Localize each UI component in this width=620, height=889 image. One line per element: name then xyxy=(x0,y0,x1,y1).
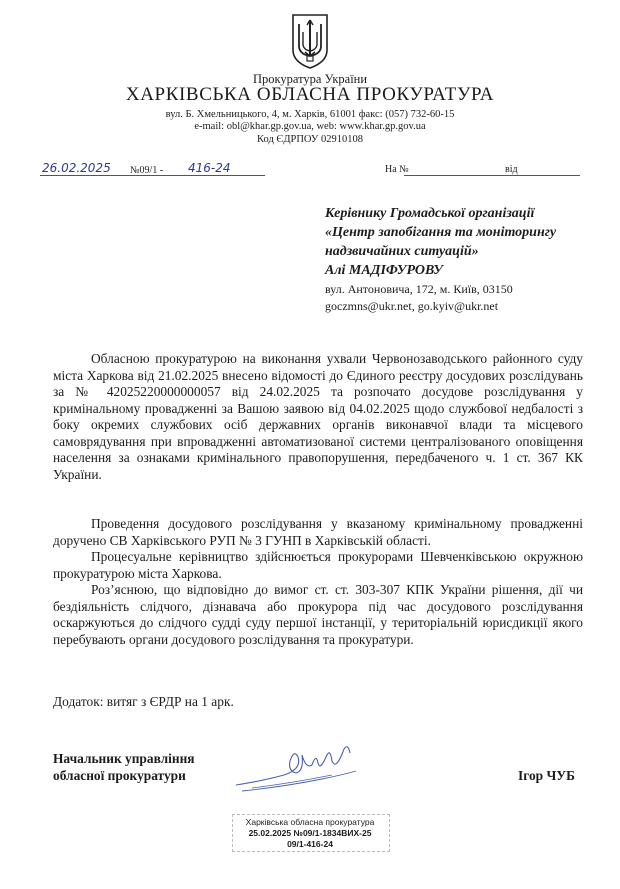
addressee-emails: goczmns@ukr.net, go.kyiv@ukr.net xyxy=(325,299,499,313)
ministry-name: Прокуратура України xyxy=(252,72,368,86)
paragraph-text: Роз’яснюю, що відповідно до вимог ст. ст. 303-307 КПК України рішення, дії чи бездіяльність слідчого, дізнавача або прокурора під час досудового розслідування оскаржуються до слідчого судді суду першої інстанції, у територіальній юрисдикції якого перебувають органи досудового розслідування та прокуратури. xyxy=(53,582,583,647)
signatory-name: Ігор ЧУБ xyxy=(518,768,575,783)
organization-contacts: e-mail: obl@khar.gp.gov.ua, web: www.khar.gp.gov.ua xyxy=(194,121,426,132)
outgoing-number: 416-24 xyxy=(188,161,231,175)
body-paragraph-4 xyxy=(53,582,583,648)
organization-code: Код ЄДРПОУ 02910108 xyxy=(257,134,363,145)
incoming-number-label: На № xyxy=(385,164,409,175)
incoming-date-line xyxy=(518,175,580,176)
stamp-organization: Харківська обласна прокуратура xyxy=(245,817,375,827)
body-paragraph-3 xyxy=(53,549,583,582)
signatory-role: Начальник управління xyxy=(53,751,195,766)
outgoing-underline xyxy=(40,175,265,176)
addressee-street: вул. Антоновича, 172, м. Київ, 03150 xyxy=(325,282,513,296)
incoming-date-label: від xyxy=(505,164,518,175)
addressee-position: Керівнику Громадської організації xyxy=(325,206,535,221)
paragraph-text: Процесуальне керівництво здійснюється прокурорами Шевченківською окружною прокуратурою міста Харкова. xyxy=(53,549,583,581)
registration-line xyxy=(40,161,580,179)
incoming-number-line xyxy=(404,175,534,176)
organization-title: ХАРКІВСЬКА ОБЛАСНА ПРОКУРАТУРА xyxy=(125,84,495,105)
addressee-name: Алі МАДІФУРОВУ xyxy=(325,263,443,278)
body-paragraph-1 xyxy=(53,351,583,483)
trident-emblem-icon xyxy=(290,12,330,70)
stamp-registration-number: 25.02.2025 №09/1-1834ВИХ-25 xyxy=(248,828,372,838)
addressee-organization-cont: надзвичайних ситуацій» xyxy=(325,244,479,259)
attachment-note: Додаток: витяг з ЄРДР на 1 арк. xyxy=(53,694,234,709)
paragraph-text: Обласною прокуратурою на виконання ухвали Червонозаводського районного суду міста Харкова від 21.02.2025 внесено відомості до Єдиного реєстру досудових розслідувань за № 42025220000000057 від 24.02.2025 та розпочато досудове розслідування у кримінальному провадженні за Вашою заявою від 04.02.2025 щодо службової недбалості з боку окремих службових осіб державних органів виконавчої влади та місцевого самоврядування при впровадженні автоматизованої системи централізованого оповіщення населення за ознаками кримінального правопорушення, передбаченого ч. 1 ст. 367 КК України. xyxy=(53,351,583,482)
outgoing-date: 26.02.2025 xyxy=(42,161,111,175)
organization-address: вул. Б. Хмельницького, 4, м. Харків, 61001 факс: (057) 732-60-15 xyxy=(165,109,455,120)
stamp-case-number: 09/1-416-24 xyxy=(287,839,333,849)
handwritten-signature xyxy=(232,735,362,795)
paragraph-text: Проведення досудового розслідування у вказаному кримінальному провадженні доручено СВ Харківського РУП № 3 ГУНП в Харківській області. xyxy=(53,516,583,548)
addressee-organization: «Центр запобігання та моніторингу xyxy=(325,225,557,240)
signatory-role-cont: обласної прокуратури xyxy=(53,768,186,783)
body-paragraph-2 xyxy=(53,516,583,549)
outgoing-number-prefix: №09/1 - xyxy=(130,165,164,176)
